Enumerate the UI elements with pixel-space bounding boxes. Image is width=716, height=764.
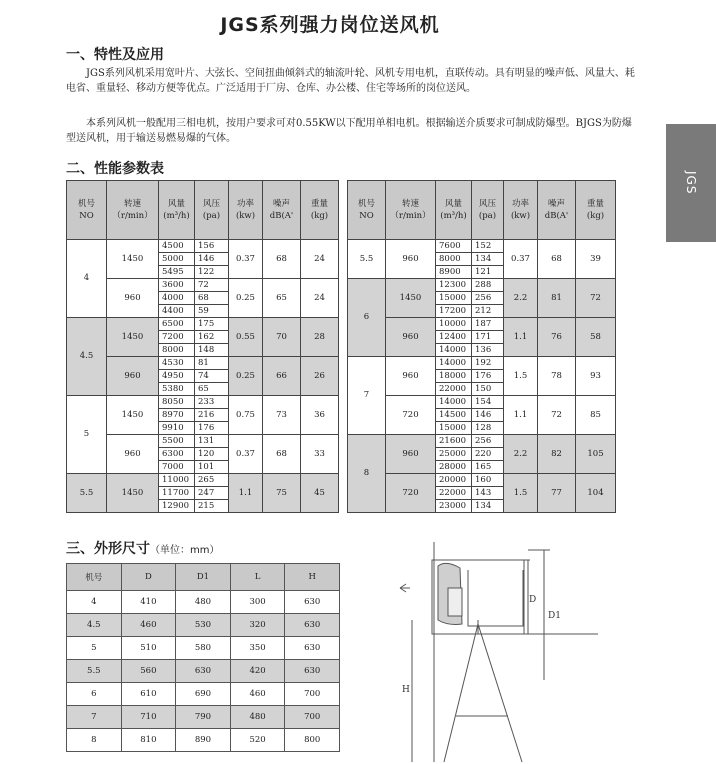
dimension-cell: 4 [67, 591, 122, 614]
cell-pressure: 256 [472, 292, 504, 305]
cell-flow: 20000 [436, 474, 472, 487]
cell-pressure: 146 [195, 253, 229, 266]
dimension-header-cell: L [230, 564, 285, 591]
dimension-cell: 7 [67, 706, 122, 729]
cell-speed: 1450 [386, 279, 436, 318]
header-no-line: NO [79, 211, 94, 221]
header-weight-line: 重量 [310, 199, 328, 209]
cell-flow: 5380 [159, 383, 195, 396]
cell-pressure: 156 [195, 240, 229, 253]
cell-pressure: 192 [472, 357, 504, 370]
dimension-row [67, 614, 340, 637]
header-pressure-line: (pa) [202, 211, 221, 221]
cell-pressure: 136 [472, 344, 504, 357]
cell-flow: 12900 [159, 500, 195, 513]
cell-no: 6 [348, 279, 386, 357]
cell-pressure: 68 [195, 292, 229, 305]
table-row [348, 240, 616, 253]
dimension-cell: 350 [230, 637, 285, 660]
table-row [348, 357, 616, 370]
cell-pressure: 171 [472, 331, 504, 344]
cell-noise: 81 [538, 279, 576, 318]
cell-speed: 960 [107, 435, 159, 474]
cell-weight: 33 [301, 435, 339, 474]
cell-flow: 25000 [436, 448, 472, 461]
cell-no: 5.5 [348, 240, 386, 279]
dimension-row [67, 660, 340, 683]
cell-speed: 960 [107, 357, 159, 396]
cell-speed: 960 [386, 318, 436, 357]
label-d1: D1 [548, 611, 561, 621]
cell-pressure: 220 [472, 448, 504, 461]
cell-pressure: 176 [472, 370, 504, 383]
cell-flow: 5495 [159, 266, 195, 279]
dimension-cell: 630 [285, 660, 340, 683]
cell-noise: 65 [263, 279, 301, 318]
cell-pressure: 233 [195, 396, 229, 409]
header-no [67, 181, 107, 240]
side-tab-label: JGS [684, 171, 698, 195]
cell-power: 0.75 [229, 396, 263, 435]
header-no-line: 机号 [77, 199, 95, 209]
dimension-cell: 320 [230, 614, 285, 637]
header-power-line: (kw) [510, 211, 531, 221]
cell-pressure: 101 [195, 461, 229, 474]
section3-heading-text: 三、外形尺寸 [66, 541, 150, 557]
header-power [504, 181, 538, 240]
table-row [67, 318, 339, 331]
cell-flow: 14000 [436, 357, 472, 370]
dimension-cell: 4.5 [67, 614, 122, 637]
cell-weight: 26 [301, 357, 339, 396]
cell-flow: 21600 [436, 435, 472, 448]
cell-flow: 5000 [159, 253, 195, 266]
header-weight-line: (kg) [310, 211, 329, 221]
cell-weight: 93 [576, 357, 616, 396]
table-row [67, 279, 339, 292]
header-noise [538, 181, 576, 240]
cell-pressure: 121 [472, 266, 504, 279]
cell-flow: 5500 [159, 435, 195, 448]
cell-flow: 23000 [436, 500, 472, 513]
dimension-cell: 800 [285, 729, 340, 752]
cell-flow: 28000 [436, 461, 472, 474]
cell-flow: 3600 [159, 279, 195, 292]
dimension-cell: 520 [230, 729, 285, 752]
cell-noise: 72 [538, 396, 576, 435]
header-flow-line: (m³/h) [163, 211, 190, 221]
cell-power: 1.1 [504, 318, 538, 357]
motor-detail [448, 588, 462, 616]
dimension-cell: 6 [67, 683, 122, 706]
dimension-cell: 480 [176, 591, 231, 614]
section1-paragraph-1: JGS系列风机采用宽叶片、大弦长、空间扭曲倾斜式的轴流叶轮、风机专用电机，直联传动。具有明显的噪声低、风量大、耗电省、重量轻、移动方便等优点。广泛适用于厂房、仓库、办公楼、住宅等场所的岗位送风。 [66, 68, 635, 95]
dimension-row [67, 591, 340, 614]
dimension-cell: 420 [230, 660, 285, 683]
header-speed-line: （r/min） [390, 211, 431, 221]
cell-flow: 4500 [159, 240, 195, 253]
dimension-cell: 630 [285, 637, 340, 660]
dimension-header-cell: D [121, 564, 176, 591]
dimension-cell: 410 [121, 591, 176, 614]
motor-housing [468, 570, 523, 626]
header-weight-line: 重量 [586, 199, 604, 209]
cell-speed: 1450 [107, 474, 159, 513]
cell-pressure: 134 [472, 500, 504, 513]
header-flow-line: 风量 [444, 199, 462, 209]
header-speed-line: 转速 [401, 199, 419, 209]
cell-noise: 82 [538, 435, 576, 474]
header-pressure-line: 风压 [478, 199, 496, 209]
cell-pressure: 256 [472, 435, 504, 448]
cell-flow: 8050 [159, 396, 195, 409]
table-row [348, 318, 616, 331]
table-row [67, 240, 339, 253]
cell-noise: 66 [263, 357, 301, 396]
performance-table-left-body [67, 181, 339, 513]
cell-pressure: 134 [472, 253, 504, 266]
cell-pressure: 72 [195, 279, 229, 292]
table-row [348, 396, 616, 409]
cell-speed: 720 [386, 396, 436, 435]
cell-flow: 7600 [436, 240, 472, 253]
dimension-table [66, 563, 340, 752]
cell-flow: 11700 [159, 487, 195, 500]
cell-flow: 8970 [159, 409, 195, 422]
cell-power: 2.2 [504, 279, 538, 318]
cell-pressure: 143 [472, 487, 504, 500]
cell-power: 1.5 [504, 474, 538, 513]
cell-weight: 39 [576, 240, 616, 279]
dimension-cell: 8 [67, 729, 122, 752]
dimension-cell: 460 [230, 683, 285, 706]
table-row [67, 396, 339, 409]
cell-no: 5 [67, 396, 107, 474]
cell-weight: 104 [576, 474, 616, 513]
cell-flow: 12400 [436, 331, 472, 344]
dimension-cell: 690 [176, 683, 231, 706]
cell-flow: 4000 [159, 292, 195, 305]
header-power-line: (kw) [235, 211, 256, 221]
dimension-table-body [67, 564, 340, 752]
cell-pressure: 288 [472, 279, 504, 292]
cell-pressure: 120 [195, 448, 229, 461]
cell-flow: 8000 [436, 253, 472, 266]
cell-noise: 68 [263, 240, 301, 279]
label-h: H [402, 685, 410, 695]
cell-flow: 8900 [436, 266, 472, 279]
dimension-cell: 510 [121, 637, 176, 660]
cell-weight: 24 [301, 279, 339, 318]
cell-weight: 85 [576, 396, 616, 435]
performance-table-right-body [348, 181, 616, 513]
cell-noise: 68 [263, 435, 301, 474]
section3-unit: （单位：mm） [150, 545, 220, 556]
header-weight [576, 181, 616, 240]
cell-pressure: 215 [195, 500, 229, 513]
header-power-line: 功率 [511, 199, 529, 209]
header-flow-line: 风量 [167, 199, 185, 209]
cell-pressure: 131 [195, 435, 229, 448]
cell-pressure: 165 [472, 461, 504, 474]
cell-weight: 36 [301, 396, 339, 435]
cell-power: 1.1 [504, 396, 538, 435]
stand-leg-left [444, 624, 478, 762]
dimension-cell: 530 [176, 614, 231, 637]
cell-flow: 14000 [436, 396, 472, 409]
header-noise-line: 噪声 [272, 199, 290, 209]
cell-speed: 960 [386, 435, 436, 474]
cell-weight: 24 [301, 240, 339, 279]
header-power-line: 功率 [236, 199, 254, 209]
cell-noise: 77 [538, 474, 576, 513]
dimension-header-cell: D1 [176, 564, 231, 591]
header-flow-line: (m³/h) [440, 211, 467, 221]
cell-pressure: 146 [472, 409, 504, 422]
header-no [348, 181, 386, 240]
dimension-row [67, 706, 340, 729]
cell-pressure: 212 [472, 305, 504, 318]
cell-pressure: 216 [195, 409, 229, 422]
cell-flow: 9910 [159, 422, 195, 435]
header-pressure [195, 181, 229, 240]
cell-weight: 28 [301, 318, 339, 357]
cell-power: 2.2 [504, 435, 538, 474]
cell-flow: 22000 [436, 383, 472, 396]
cell-speed: 960 [386, 240, 436, 279]
cell-no: 7 [348, 357, 386, 435]
dimension-cell: 5 [67, 637, 122, 660]
cell-pressure: 160 [472, 474, 504, 487]
cell-pressure: 152 [472, 240, 504, 253]
cell-power: 0.55 [229, 318, 263, 357]
cell-flow: 7000 [159, 461, 195, 474]
dimension-cell: 300 [230, 591, 285, 614]
cell-flow: 7200 [159, 331, 195, 344]
dimension-cell: 560 [121, 660, 176, 683]
dimension-cell: 630 [176, 660, 231, 683]
cell-pressure: 162 [195, 331, 229, 344]
cell-pressure: 265 [195, 474, 229, 487]
dimension-cell: 630 [285, 591, 340, 614]
cell-speed: 1450 [107, 318, 159, 357]
performance-table-right [347, 180, 616, 513]
section1-paragraph-2: 本系列风机一般配用三相电机，按用户要求可对0.55KW以下配用单相电机。根据输送介质要求可制成防爆型。BJGS为防爆型送风机，用于输送易燃易爆的气体。 [66, 118, 632, 145]
header-noise-line: dB(A' [544, 211, 569, 221]
page-title: JGS系列强力岗位送风机 [220, 14, 440, 36]
cell-pressure: 247 [195, 487, 229, 500]
cell-speed: 1450 [107, 240, 159, 279]
header-flow [159, 181, 195, 240]
cell-pressure: 150 [472, 383, 504, 396]
header-speed-line: （r/min） [112, 211, 153, 221]
cell-flow: 12300 [436, 279, 472, 292]
cell-speed: 960 [386, 357, 436, 396]
table-row [348, 279, 616, 292]
dimension-row [67, 683, 340, 706]
section1-heading: 一、特性及应用 [66, 47, 164, 63]
stand-leg-right [478, 624, 522, 762]
cell-power: 0.37 [229, 435, 263, 474]
dimension-row [67, 637, 340, 660]
cell-flow: 17200 [436, 305, 472, 318]
cell-no: 5.5 [67, 474, 107, 513]
cell-flow: 4400 [159, 305, 195, 318]
dimension-cell: 790 [176, 706, 231, 729]
header-row [348, 181, 616, 240]
table-row [67, 435, 339, 448]
dimension-cell: 810 [121, 729, 176, 752]
cell-flow: 11000 [159, 474, 195, 487]
cell-flow: 22000 [436, 487, 472, 500]
cell-flow: 15000 [436, 292, 472, 305]
cell-pressure: 148 [195, 344, 229, 357]
cell-power: 0.25 [229, 357, 263, 396]
dimension-header-row [67, 564, 340, 591]
header-pressure [472, 181, 504, 240]
label-d: D [529, 595, 537, 605]
cell-flow: 10000 [436, 318, 472, 331]
section3-heading [66, 538, 219, 558]
cell-flow: 4950 [159, 370, 195, 383]
header-row [67, 181, 339, 240]
cell-flow: 6500 [159, 318, 195, 331]
dimension-cell: 580 [176, 637, 231, 660]
fan-outline-drawing [398, 540, 598, 764]
cell-pressure: 122 [195, 266, 229, 279]
dimension-cell: 890 [176, 729, 231, 752]
cell-pressure: 154 [472, 396, 504, 409]
dimension-row [67, 729, 340, 752]
section2-heading: 二、性能参数表 [66, 161, 164, 177]
cell-speed: 1450 [107, 396, 159, 435]
header-speed [107, 181, 159, 240]
header-no-line: 机号 [357, 199, 375, 209]
cell-noise: 75 [263, 474, 301, 513]
cell-flow: 18000 [436, 370, 472, 383]
dimension-header-cell: H [285, 564, 340, 591]
cell-noise: 78 [538, 357, 576, 396]
cell-pressure: 187 [472, 318, 504, 331]
header-pressure-line: (pa) [478, 211, 497, 221]
cell-pressure: 74 [195, 370, 229, 383]
cell-noise: 70 [263, 318, 301, 357]
cell-flow: 15000 [436, 422, 472, 435]
cell-weight: 105 [576, 435, 616, 474]
dimension-cell: 460 [121, 614, 176, 637]
cell-flow: 14000 [436, 344, 472, 357]
dimension-header-cell: 机号 [67, 564, 122, 591]
cell-noise: 73 [263, 396, 301, 435]
table-row [348, 474, 616, 487]
header-power [229, 181, 263, 240]
dimension-cell: 480 [230, 706, 285, 729]
dimension-cell: 5.5 [67, 660, 122, 683]
cell-flow: 14500 [436, 409, 472, 422]
cell-noise: 76 [538, 318, 576, 357]
cell-speed: 960 [107, 279, 159, 318]
cell-no: 8 [348, 435, 386, 513]
cell-power: 1.5 [504, 357, 538, 396]
cell-flow: 4530 [159, 357, 195, 370]
cell-flow: 6300 [159, 448, 195, 461]
header-speed-line: 转速 [123, 199, 141, 209]
header-speed [386, 181, 436, 240]
header-flow [436, 181, 472, 240]
cell-noise: 68 [538, 240, 576, 279]
cell-no: 4 [67, 240, 107, 318]
dimension-cell: 610 [121, 683, 176, 706]
cell-power: 1.1 [229, 474, 263, 513]
cell-weight: 72 [576, 279, 616, 318]
dimension-cell: 700 [285, 706, 340, 729]
cell-pressure: 59 [195, 305, 229, 318]
cell-speed: 720 [386, 474, 436, 513]
header-no-line: NO [359, 211, 374, 221]
header-noise [263, 181, 301, 240]
dimension-cell: 700 [285, 683, 340, 706]
cell-pressure: 65 [195, 383, 229, 396]
dimension-cell: 710 [121, 706, 176, 729]
cell-weight: 45 [301, 474, 339, 513]
performance-table-left [66, 180, 339, 513]
header-noise-line: dB(A' [269, 211, 294, 221]
table-row [67, 474, 339, 487]
header-weight-line: (kg) [586, 211, 605, 221]
cell-pressure: 176 [195, 422, 229, 435]
cell-pressure: 128 [472, 422, 504, 435]
side-tab [666, 124, 716, 242]
dimension-cell: 630 [285, 614, 340, 637]
header-noise-line: 噪声 [547, 199, 565, 209]
cell-power: 0.25 [229, 279, 263, 318]
cell-power: 0.37 [229, 240, 263, 279]
cell-no: 4.5 [67, 318, 107, 396]
table-row [67, 357, 339, 370]
cell-flow: 8000 [159, 344, 195, 357]
header-weight [301, 181, 339, 240]
cell-power: 0.37 [504, 240, 538, 279]
cell-pressure: 175 [195, 318, 229, 331]
cell-weight: 58 [576, 318, 616, 357]
table-row [348, 435, 616, 448]
cell-pressure: 81 [195, 357, 229, 370]
header-pressure-line: 风压 [202, 199, 220, 209]
